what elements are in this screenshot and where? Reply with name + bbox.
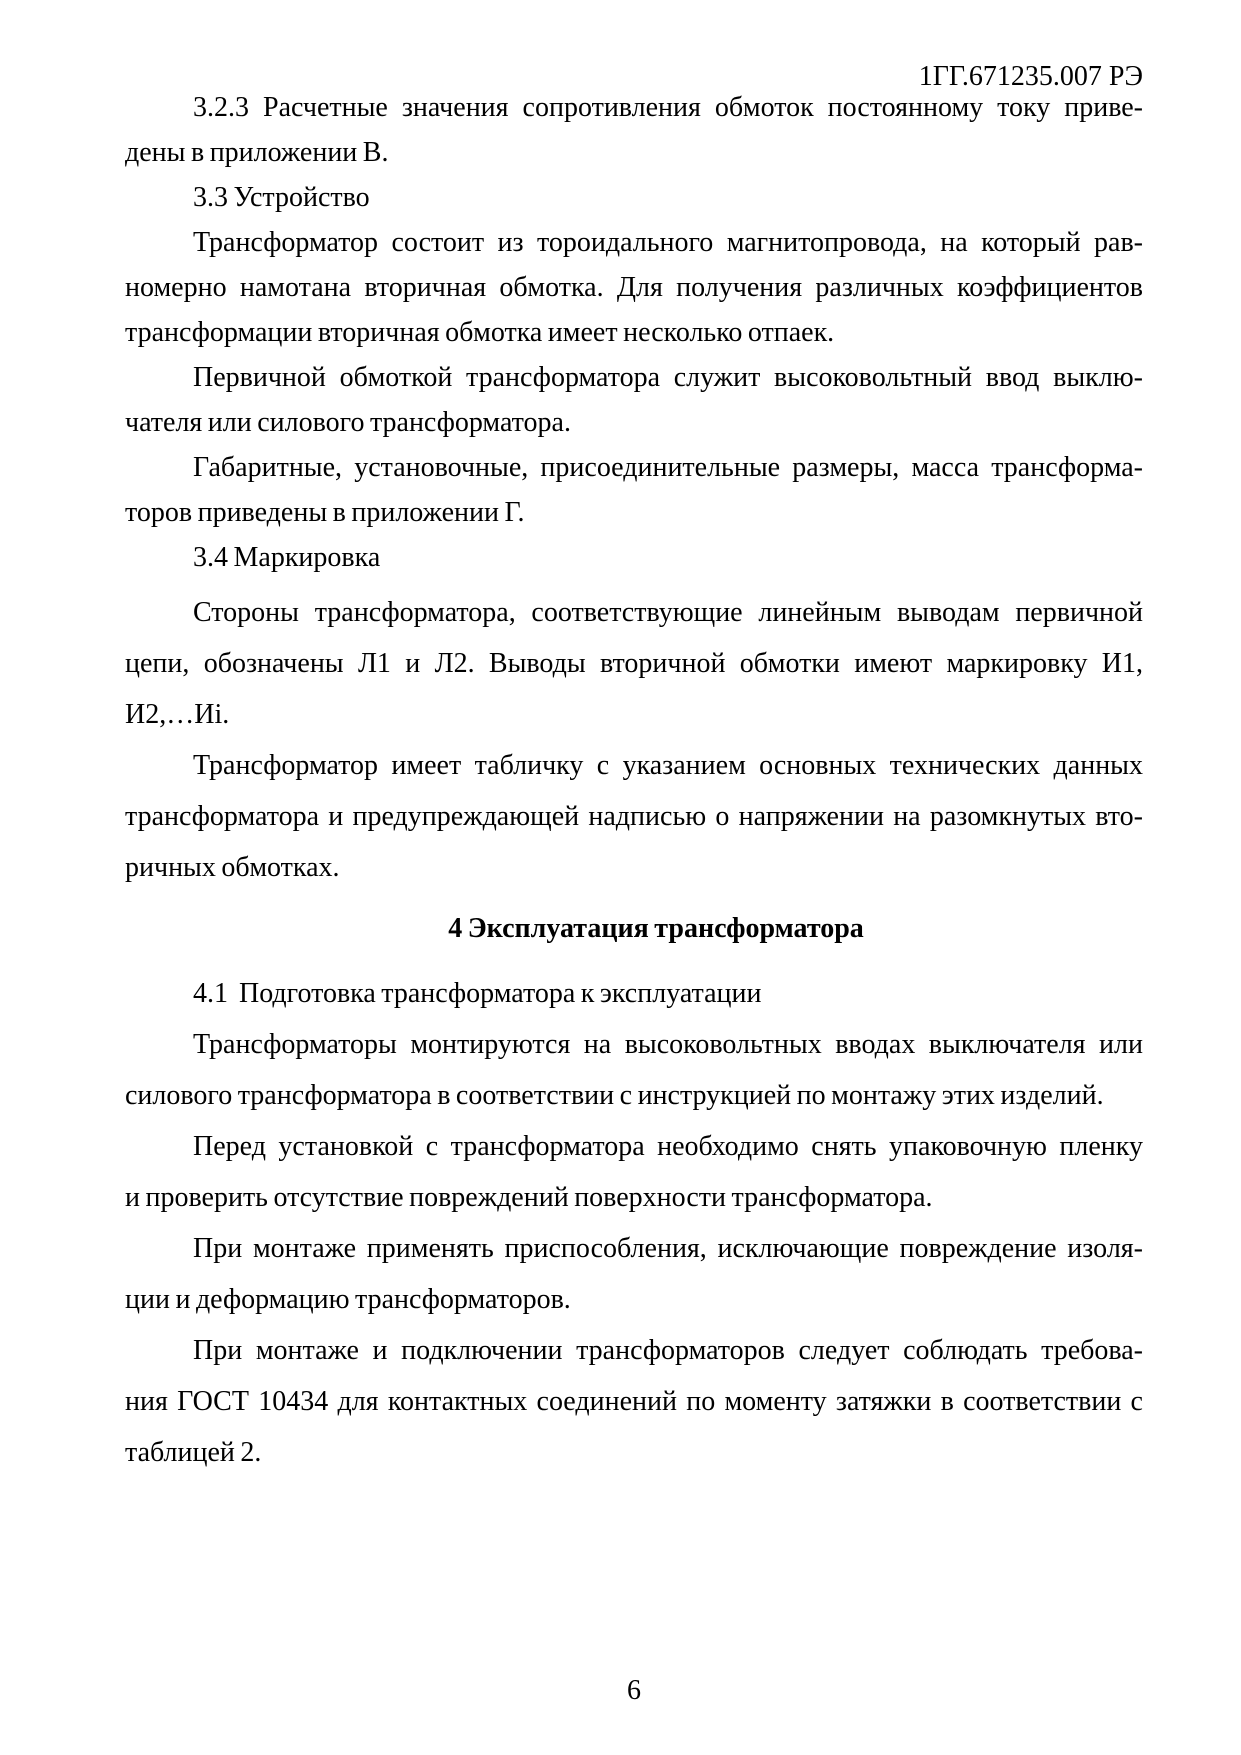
paragraph [125,968,1143,1019]
text-line: трансформации вторичная обмотка имеет несколько отпаек. [125,317,835,348]
text-line: 3.2.3 Расчетные значения сопротивления обмоток постоянному току приве- [193,92,1143,123]
text-line: и проверить отсутствие повреждений поверхности трансформатора. [125,1182,933,1213]
text-line: дены в приложении В. [125,137,389,168]
text-line: чателя или силового трансформатора. [125,407,571,438]
text-line: 4 Эксплуатация трансформатора [448,913,864,944]
text-line: ции и деформацию трансформаторов. [125,1284,571,1315]
text-line: При монтаже и подключении трансформаторов следует соблюдать требова- [193,1335,1143,1366]
text-line: таблицей 2. [125,1437,262,1468]
paragraph [125,587,1143,740]
page-number: 6 [627,1675,641,1706]
paragraph [125,740,1143,893]
paragraph [125,1019,1143,1121]
text-line: Перед установкой с трансформатора необходимо снять упаковочную пленку [193,1131,1143,1162]
text-line: И2,…Иi. [125,699,230,730]
text-line: 3.3 Устройство [193,182,370,213]
text-line: цепи, обозначены Л1 и Л2. Выводы вторичной обмотки имеют маркировку И1, [125,648,1143,679]
text-line: торов приведены в приложении Г. [125,497,525,528]
paragraph [125,535,1143,580]
text-line: номерно намотана вторичная обмотка. Для получения различных коэффициентов [125,272,1143,303]
text-line: Трансформаторы монтируются на высоковольтных вводах выключателя или [193,1029,1143,1060]
text-line: 3.4 Маркировка [193,542,381,573]
text-line: Габаритные, установочные, присоединительные размеры, масса трансформа- [193,452,1143,483]
text-line: При монтаже применять приспособления, исключающие повреждение изоля- [193,1233,1143,1264]
paragraph [125,175,1143,220]
text-line: Трансформатор имеет табличку с указанием основных технических данных [193,750,1143,781]
text-line: 4.1 Подготовка трансформатора к эксплуатации [193,978,762,1009]
document-body [125,85,1143,1478]
paragraph [125,355,1143,445]
section-heading [125,903,1143,954]
text-line: Трансформатор состоит из тороидального магнитопровода, на который рав- [193,227,1143,258]
paragraph [125,1223,1143,1325]
document-code: 1ГГ.671235.007 РЭ [918,61,1143,92]
paragraph [125,220,1143,355]
paragraph [125,85,1143,175]
paragraph [125,445,1143,535]
paragraph [125,1121,1143,1223]
text-line: Стороны трансформатора, соответствующие линейным выводам первичной [193,597,1143,628]
paragraph [125,1325,1143,1478]
text-line: ния ГОСТ 10434 для контактных соединений по моменту затяжки в соответствии с [125,1386,1143,1417]
text-line: силового трансформатора в соответствии с инструкцией по монтажу этих изделий. [125,1080,1104,1111]
text-line: Первичной обмоткой трансформатора служит высоковольтный ввод выклю- [193,362,1143,393]
text-line: ричных обмотках. [125,852,340,883]
text-line: трансформатора и предупреждающей надписью о напряжении на разомкнутых вто- [125,801,1143,832]
